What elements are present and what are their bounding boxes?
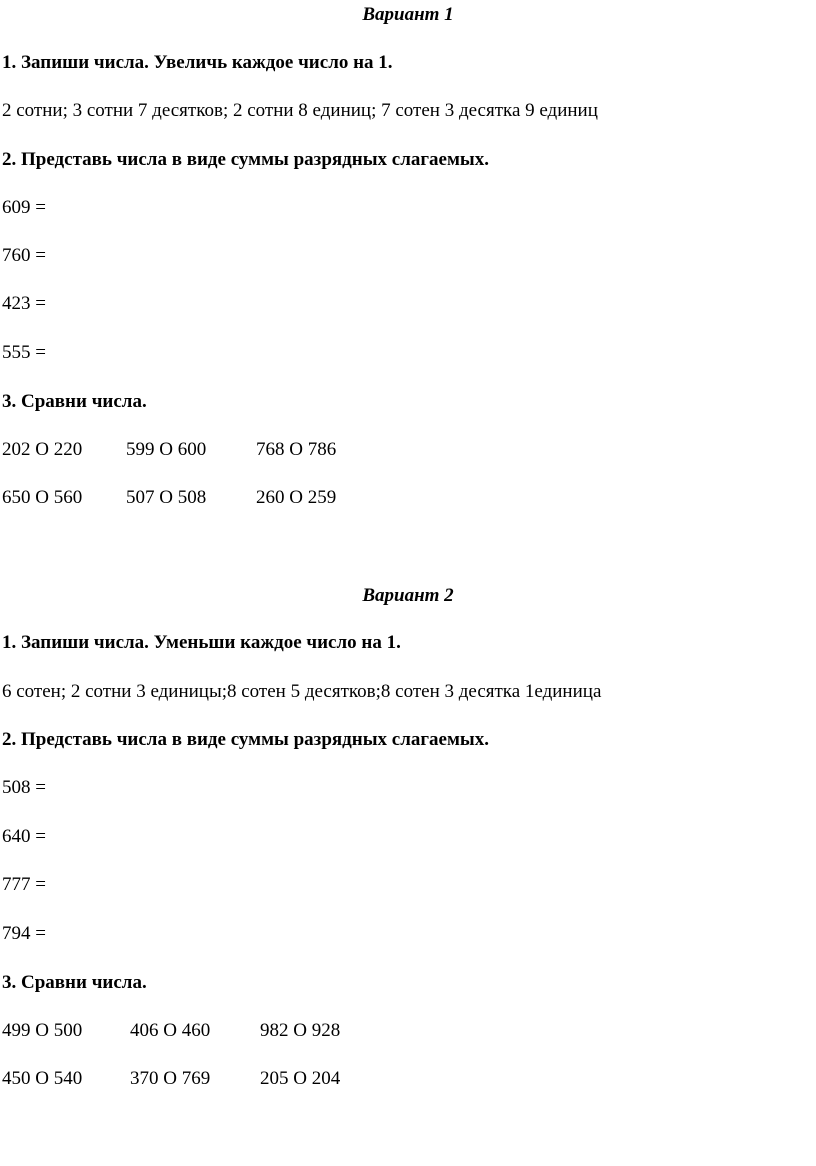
compare-item: 499 О 500 — [2, 1020, 83, 1041]
v2-task3-heading: 3. Сравни числа. — [2, 972, 147, 993]
v1-task2-item: 555 = — [2, 342, 46, 363]
compare-item: 982 О 928 — [260, 1020, 341, 1041]
v1-task3-heading: 3. Сравни числа. — [2, 391, 147, 412]
v2-task2-item: 640 = — [2, 826, 46, 847]
v2-task2-item: 794 = — [2, 923, 46, 944]
v1-task2-item: 760 = — [2, 245, 46, 266]
v1-task2-item: 609 = — [2, 197, 46, 218]
compare-item: 205 О 204 — [260, 1068, 341, 1089]
compare-item: 507 О 508 — [126, 487, 207, 508]
v2-task2-heading: 2. Представь числа в виде суммы разрядных слагаемых. — [2, 729, 489, 750]
compare-item: 450 О 540 — [2, 1068, 83, 1089]
v1-task2-heading: 2. Представь числа в виде суммы разрядных слагаемых. — [2, 149, 489, 170]
v2-task1-text: 6 сотен; 2 сотни 3 единицы;8 сотен 5 десятков;8 сотен 3 десятка 1единица — [2, 681, 602, 702]
v1-task1-heading: 1. Запиши числа. Увеличь каждое число на 1. — [2, 52, 393, 73]
variant-2-title: Вариант 2 — [362, 585, 454, 606]
compare-item: 768 О 786 — [256, 439, 337, 460]
compare-item: 202 О 220 — [2, 439, 83, 460]
v2-task2-item: 508 = — [2, 777, 46, 798]
v2-task2-item: 777 = — [2, 874, 46, 895]
v1-task2-item: 423 = — [2, 293, 46, 314]
compare-item: 650 О 560 — [2, 487, 83, 508]
v1-task1-text: 2 сотни; 3 сотни 7 десятков; 2 сотни 8 единиц; 7 сотен 3 десятка 9 единиц — [2, 100, 598, 121]
v2-task1-heading: 1. Запиши числа. Уменьши каждое число на 1. — [2, 632, 401, 653]
compare-item: 406 О 460 — [130, 1020, 211, 1041]
variant-1-title: Вариант 1 — [362, 4, 454, 25]
compare-item: 599 О 600 — [126, 439, 207, 460]
compare-item: 370 О 769 — [130, 1068, 211, 1089]
compare-item: 260 О 259 — [256, 487, 337, 508]
